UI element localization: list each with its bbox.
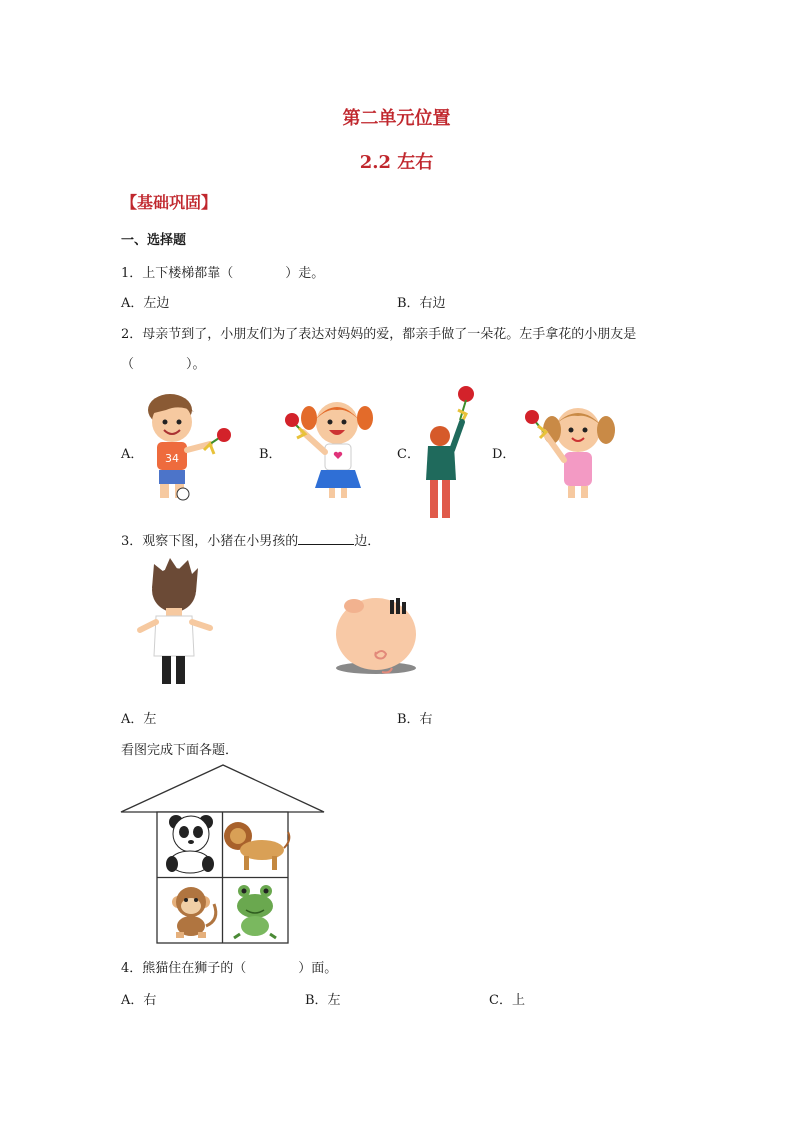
q3-answer-blank[interactable]	[298, 531, 354, 545]
question-4: 4．熊猫住在狮子的（ ）面。	[121, 961, 338, 976]
q4-option-b[interactable]: B．左	[305, 993, 341, 1008]
question-2-line-1: 2．母亲节到了，小朋友们为了表达对妈妈的爱，都亲手做了一朵花。左手拿花的小朋友是	[121, 327, 637, 342]
q1-option-a[interactable]: A．左边	[121, 296, 170, 311]
boy-with-flower-image	[140, 392, 240, 504]
q4-option-a[interactable]: A．右	[121, 993, 157, 1008]
question-3-text-after: 边．	[354, 534, 381, 549]
section-label: 【基础巩固】	[121, 193, 218, 212]
back-view-person-image	[420, 384, 480, 524]
question-2-line-2: （ ）。	[121, 357, 206, 372]
pigtail-girl-with-flower-image	[518, 402, 622, 502]
question-1: 1．上下楼梯都靠（ ）走。	[121, 266, 325, 281]
intro-text: 看图完成下面各题．	[121, 743, 239, 758]
q3-option-a[interactable]: A．左	[121, 712, 157, 727]
lesson-title: 2.2 左右	[359, 152, 434, 173]
girl-with-flower-image	[285, 398, 385, 502]
q2-option-b-label[interactable]: B．	[259, 447, 282, 462]
q2-option-a-label[interactable]: A．	[121, 447, 144, 462]
question-3-text-before: 3．观察下图，小猪在小男孩的	[121, 534, 299, 549]
q2-option-d-label[interactable]: D．	[492, 447, 516, 462]
q1-option-b[interactable]: B．右边	[397, 296, 446, 311]
part-label: 一、选择题	[121, 233, 187, 248]
shirt-number: 34	[165, 452, 179, 465]
unit-title: 第二单元位置	[342, 108, 451, 129]
q4-option-c[interactable]: C．上	[489, 993, 525, 1008]
pig-back-view-image	[332, 594, 422, 684]
boy-back-view-image	[136, 558, 216, 688]
q3-option-b[interactable]: B．右	[397, 712, 433, 727]
q2-option-c-label[interactable]: C．	[397, 447, 420, 462]
animal-house-diagram	[120, 764, 326, 946]
question-3	[121, 530, 380, 549]
